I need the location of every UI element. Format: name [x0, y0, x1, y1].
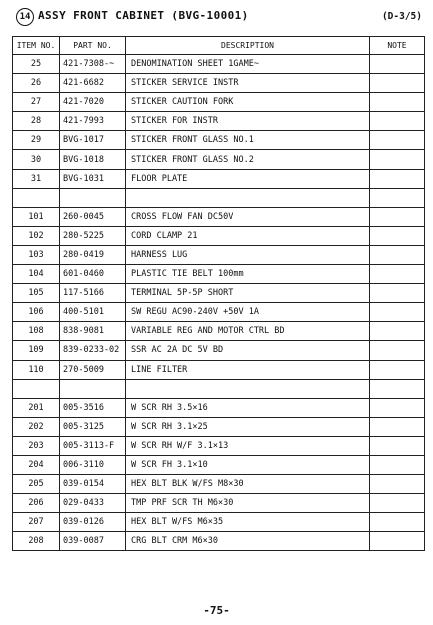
note-cell — [370, 532, 425, 551]
part-number-cell: 029-0433 — [60, 494, 126, 513]
description-cell: HEX BLT W/FS M6×35 — [126, 513, 370, 532]
page-title: ASSY FRONT CABINET (BVG-10001) — [38, 9, 249, 22]
item-number-cell: 207 — [13, 513, 60, 532]
part-number-cell — [60, 188, 126, 207]
note-cell — [370, 455, 425, 474]
column-header-description: DESCRIPTION — [126, 37, 370, 55]
description-cell: LINE FILTER — [126, 360, 370, 379]
note-cell — [370, 55, 425, 74]
table-row — [13, 131, 425, 150]
part-number-cell: 005-3125 — [60, 417, 126, 436]
part-number-cell: 421-6682 — [60, 74, 126, 93]
part-number-cell: 117-5166 — [60, 284, 126, 303]
item-number-cell: 26 — [13, 74, 60, 93]
note-cell — [370, 207, 425, 226]
description-cell — [126, 188, 370, 207]
description-cell: CORD CLAMP 21 — [126, 226, 370, 245]
note-cell — [370, 245, 425, 264]
item-number-cell: 206 — [13, 494, 60, 513]
item-number-cell: 202 — [13, 417, 60, 436]
item-number-cell: 108 — [13, 322, 60, 341]
item-number-cell: 106 — [13, 303, 60, 322]
table-row — [13, 341, 425, 360]
part-number-cell: 260-0045 — [60, 207, 126, 226]
item-number-cell: 102 — [13, 226, 60, 245]
item-number-cell: 204 — [13, 455, 60, 474]
item-number-cell: 105 — [13, 284, 60, 303]
note-cell — [370, 322, 425, 341]
description-cell: DENOMINATION SHEET 1GAME~ — [126, 55, 370, 74]
part-number-cell: 005-3516 — [60, 398, 126, 417]
table-row — [13, 55, 425, 74]
item-number-cell — [13, 188, 60, 207]
table-row — [13, 245, 425, 264]
part-number-cell: BVG-1031 — [60, 169, 126, 188]
part-number-cell: 039-0126 — [60, 513, 126, 532]
table-row — [13, 360, 425, 379]
note-cell — [370, 513, 425, 532]
note-cell — [370, 112, 425, 131]
part-number-cell: 421-7308-~ — [60, 55, 126, 74]
part-number-cell: 421-7993 — [60, 112, 126, 131]
description-cell: HARNESS LUG — [126, 245, 370, 264]
parts-table-body — [13, 55, 425, 551]
table-row — [13, 265, 425, 284]
description-cell: CROSS FLOW FAN DC50V — [126, 207, 370, 226]
parts-table — [12, 36, 425, 551]
item-number-cell: 203 — [13, 436, 60, 455]
part-number-cell: BVG-1017 — [60, 131, 126, 150]
part-number-cell: 601-0460 — [60, 265, 126, 284]
note-cell — [370, 475, 425, 494]
part-number-cell: 838-9081 — [60, 322, 126, 341]
note-cell — [370, 398, 425, 417]
note-cell — [370, 284, 425, 303]
column-header-item-no: ITEM NO. — [13, 37, 60, 55]
note-cell — [370, 150, 425, 169]
table-row — [13, 207, 425, 226]
note-cell — [370, 379, 425, 398]
item-number-cell: 201 — [13, 398, 60, 417]
note-cell — [370, 74, 425, 93]
description-cell: TERMINAL 5P-5P SHORT — [126, 284, 370, 303]
note-cell — [370, 436, 425, 455]
part-number-cell: 039-0087 — [60, 532, 126, 551]
description-cell: W SCR RH 3.5×16 — [126, 398, 370, 417]
description-cell: STICKER FOR INSTR — [126, 112, 370, 131]
note-cell — [370, 265, 425, 284]
page-header — [8, 6, 426, 28]
item-number-cell — [13, 379, 60, 398]
table-row — [13, 169, 425, 188]
item-number-cell: 101 — [13, 207, 60, 226]
description-cell: VARIABLE REG AND MOTOR CTRL BD — [126, 322, 370, 341]
item-number-cell: 29 — [13, 131, 60, 150]
table-row — [13, 74, 425, 93]
note-cell — [370, 303, 425, 322]
table-row — [13, 379, 425, 398]
part-number-cell — [60, 379, 126, 398]
table-row — [13, 284, 425, 303]
description-cell: W SCR FH 3.1×10 — [126, 455, 370, 474]
part-number-cell: 270-5009 — [60, 360, 126, 379]
part-number-cell: 421-7020 — [60, 93, 126, 112]
table-row — [13, 226, 425, 245]
table-row — [13, 494, 425, 513]
item-number-cell: 28 — [13, 112, 60, 131]
item-number-cell: 25 — [13, 55, 60, 74]
item-number-cell: 27 — [13, 93, 60, 112]
part-number-cell: 280-5225 — [60, 226, 126, 245]
note-cell — [370, 417, 425, 436]
item-number-cell: 208 — [13, 532, 60, 551]
description-cell: HEX BLT BLK W/FS M8×30 — [126, 475, 370, 494]
note-cell — [370, 360, 425, 379]
page-number: -75- — [203, 604, 230, 617]
part-number-cell: 839-0233-02 — [60, 341, 126, 360]
table-row — [13, 455, 425, 474]
table-row — [13, 93, 425, 112]
description-cell: W SCR RH 3.1×25 — [126, 417, 370, 436]
part-number-cell: 006-3110 — [60, 455, 126, 474]
item-number-cell: 30 — [13, 150, 60, 169]
description-cell: PLASTIC TIE BELT 100mm — [126, 265, 370, 284]
description-cell: SSR AC 2A DC 5V BD — [126, 341, 370, 360]
item-number-cell: 31 — [13, 169, 60, 188]
part-number-cell: 400-5101 — [60, 303, 126, 322]
table-row — [13, 532, 425, 551]
page-reference: (D-3/5) — [381, 11, 422, 22]
description-cell: STICKER FRONT GLASS NO.1 — [126, 131, 370, 150]
section-number-badge: 14 — [16, 8, 34, 26]
description-cell: W SCR RH W/F 3.1×13 — [126, 436, 370, 455]
table-row — [13, 475, 425, 494]
description-cell: STICKER CAUTION FORK — [126, 93, 370, 112]
note-cell — [370, 188, 425, 207]
part-number-cell: BVG-1018 — [60, 150, 126, 169]
description-cell — [126, 379, 370, 398]
table-row — [13, 417, 425, 436]
description-cell: TMP PRF SCR TH M6×30 — [126, 494, 370, 513]
table-row — [13, 436, 425, 455]
column-header-note: NOTE — [370, 37, 425, 55]
note-cell — [370, 226, 425, 245]
item-number-cell: 109 — [13, 341, 60, 360]
note-cell — [370, 169, 425, 188]
column-header-part-no: PART NO. — [60, 37, 126, 55]
note-cell — [370, 341, 425, 360]
part-number-cell: 280-0419 — [60, 245, 126, 264]
table-row — [13, 398, 425, 417]
description-cell: STICKER FRONT GLASS NO.2 — [126, 150, 370, 169]
item-number-cell: 110 — [13, 360, 60, 379]
description-cell: SW REGU AC90-240V +50V 1A — [126, 303, 370, 322]
table-header-row — [13, 37, 425, 55]
description-cell: FLOOR PLATE — [126, 169, 370, 188]
table-row — [13, 322, 425, 341]
description-cell: STICKER SERVICE INSTR — [126, 74, 370, 93]
note-cell — [370, 93, 425, 112]
table-row — [13, 112, 425, 131]
item-number-cell: 104 — [13, 265, 60, 284]
table-row — [13, 513, 425, 532]
part-number-cell: 039-0154 — [60, 475, 126, 494]
note-cell — [370, 131, 425, 150]
note-cell — [370, 494, 425, 513]
table-row — [13, 303, 425, 322]
item-number-cell: 103 — [13, 245, 60, 264]
part-number-cell: 005-3113-F — [60, 436, 126, 455]
table-row — [13, 188, 425, 207]
table-row — [13, 150, 425, 169]
description-cell: CRG BLT CRM M6×30 — [126, 532, 370, 551]
item-number-cell: 205 — [13, 475, 60, 494]
